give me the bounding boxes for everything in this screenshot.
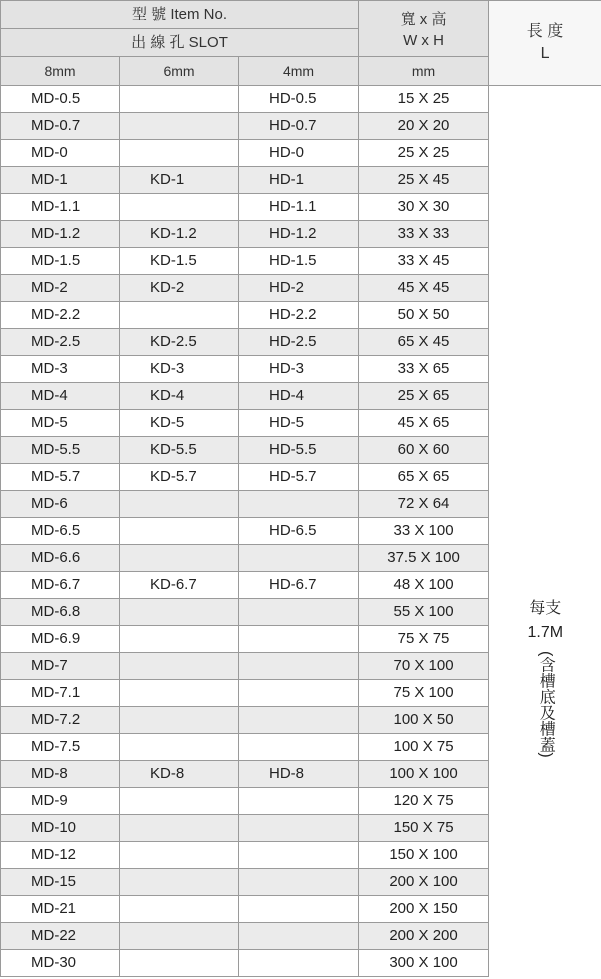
length-note-line3: (含槽底及槽蓋) — [537, 650, 555, 758]
size-cell: 30 X 30 — [359, 194, 489, 221]
size-cell: 200 X 150 — [359, 896, 489, 923]
model-4mm-cell: HD-2 — [239, 275, 359, 302]
model-8mm-cell: MD-6.7 — [1, 572, 120, 599]
size-cell: 200 X 100 — [359, 869, 489, 896]
model-8mm-cell: MD-7.5 — [1, 734, 120, 761]
model-6mm-cell — [120, 626, 239, 653]
model-4mm-cell: HD-6.7 — [239, 572, 359, 599]
model-4mm-cell: HD-2.5 — [239, 329, 359, 356]
model-4mm-cell: HD-1.2 — [239, 221, 359, 248]
model-6mm-cell — [120, 518, 239, 545]
model-8mm-cell: MD-5.7 — [1, 464, 120, 491]
model-8mm-cell: MD-2.2 — [1, 302, 120, 329]
size-header — [359, 1, 489, 57]
model-6mm-cell — [120, 302, 239, 329]
model-6mm-cell — [120, 140, 239, 167]
model-8mm-cell: MD-7.2 — [1, 707, 120, 734]
model-8mm-cell: MD-0.7 — [1, 113, 120, 140]
model-4mm-cell — [239, 653, 359, 680]
model-8mm-cell: MD-22 — [1, 923, 120, 950]
col-8mm-header: 8mm — [1, 57, 120, 86]
size-cell: 120 X 75 — [359, 788, 489, 815]
model-6mm-cell — [120, 86, 239, 113]
size-cell: 15 X 25 — [359, 86, 489, 113]
model-4mm-cell: HD-8 — [239, 761, 359, 788]
size-cell: 150 X 75 — [359, 815, 489, 842]
model-4mm-cell — [239, 842, 359, 869]
size-cell: 20 X 20 — [359, 113, 489, 140]
model-4mm-cell: HD-0.5 — [239, 86, 359, 113]
model-4mm-cell — [239, 950, 359, 977]
model-6mm-cell — [120, 707, 239, 734]
model-4mm-cell — [239, 626, 359, 653]
model-8mm-cell: MD-0.5 — [1, 86, 120, 113]
model-4mm-cell — [239, 599, 359, 626]
model-6mm-cell — [120, 815, 239, 842]
model-6mm-cell — [120, 869, 239, 896]
model-4mm-cell — [239, 923, 359, 950]
model-8mm-cell: MD-15 — [1, 869, 120, 896]
model-8mm-cell: MD-7 — [1, 653, 120, 680]
size-cell: 48 X 100 — [359, 572, 489, 599]
model-6mm-cell: KD-1.5 — [120, 248, 239, 275]
size-cell: 37.5 X 100 — [359, 545, 489, 572]
table-row — [1, 86, 601, 113]
model-4mm-cell — [239, 788, 359, 815]
model-4mm-cell: HD-0 — [239, 140, 359, 167]
model-4mm-cell: HD-5 — [239, 410, 359, 437]
size-cell: 33 X 33 — [359, 221, 489, 248]
size-cell: 75 X 100 — [359, 680, 489, 707]
size-cell: 100 X 50 — [359, 707, 489, 734]
model-6mm-cell — [120, 950, 239, 977]
model-6mm-cell — [120, 194, 239, 221]
model-8mm-cell: MD-1.5 — [1, 248, 120, 275]
model-8mm-cell: MD-9 — [1, 788, 120, 815]
slot-header: 出 線 孔 SLOT — [1, 29, 359, 57]
model-8mm-cell: MD-8 — [1, 761, 120, 788]
size-cell: 25 X 45 — [359, 167, 489, 194]
model-4mm-cell — [239, 815, 359, 842]
model-8mm-cell: MD-1.2 — [1, 221, 120, 248]
size-header-line1: 寬 x 高 — [400, 10, 447, 28]
model-8mm-cell: MD-6.6 — [1, 545, 120, 572]
length-header — [489, 1, 601, 86]
size-cell: 33 X 45 — [359, 248, 489, 275]
size-cell: 150 X 100 — [359, 842, 489, 869]
model-4mm-cell — [239, 545, 359, 572]
model-8mm-cell: MD-5.5 — [1, 437, 120, 464]
model-6mm-cell — [120, 545, 239, 572]
size-cell: 25 X 25 — [359, 140, 489, 167]
model-6mm-cell — [120, 923, 239, 950]
table-body — [1, 86, 601, 977]
model-4mm-cell — [239, 707, 359, 734]
model-8mm-cell: MD-6.8 — [1, 599, 120, 626]
model-6mm-cell — [120, 653, 239, 680]
model-4mm-cell — [239, 896, 359, 923]
size-cell: 100 X 75 — [359, 734, 489, 761]
model-6mm-cell — [120, 680, 239, 707]
model-4mm-cell: HD-1 — [239, 167, 359, 194]
col-unit-header: mm — [359, 57, 489, 86]
model-6mm-cell: KD-1 — [120, 167, 239, 194]
model-6mm-cell: KD-2 — [120, 275, 239, 302]
model-6mm-cell — [120, 113, 239, 140]
model-8mm-cell: MD-10 — [1, 815, 120, 842]
model-4mm-cell: HD-6.5 — [239, 518, 359, 545]
size-header-line2: W x H — [403, 31, 444, 49]
size-cell: 55 X 100 — [359, 599, 489, 626]
model-4mm-cell: HD-5.5 — [239, 437, 359, 464]
model-6mm-cell — [120, 896, 239, 923]
model-6mm-cell: KD-8 — [120, 761, 239, 788]
model-8mm-cell: MD-1.1 — [1, 194, 120, 221]
model-4mm-cell — [239, 680, 359, 707]
col-6mm-header: 6mm — [120, 57, 239, 86]
model-6mm-cell: KD-3 — [120, 356, 239, 383]
model-8mm-cell: MD-5 — [1, 410, 120, 437]
length-note-line2: 1.7M — [527, 623, 564, 641]
model-6mm-cell: KD-4 — [120, 383, 239, 410]
model-4mm-cell: HD-5.7 — [239, 464, 359, 491]
length-header-line2: L — [540, 45, 550, 62]
model-4mm-cell: HD-3 — [239, 356, 359, 383]
model-8mm-cell: MD-3 — [1, 356, 120, 383]
model-8mm-cell: MD-4 — [1, 383, 120, 410]
length-note-cell — [489, 86, 601, 977]
item-no-header: 型 號 Item No. — [1, 1, 359, 29]
length-note-line1: 每支 — [529, 599, 562, 617]
size-cell: 50 X 50 — [359, 302, 489, 329]
col-4mm-header: 4mm — [239, 57, 359, 86]
model-6mm-cell — [120, 788, 239, 815]
model-4mm-cell — [239, 734, 359, 761]
model-4mm-cell — [239, 869, 359, 896]
model-4mm-cell: HD-1.5 — [239, 248, 359, 275]
model-8mm-cell: MD-6.5 — [1, 518, 120, 545]
model-6mm-cell: KD-2.5 — [120, 329, 239, 356]
size-cell: 45 X 65 — [359, 410, 489, 437]
model-4mm-cell: HD-2.2 — [239, 302, 359, 329]
model-8mm-cell: MD-1 — [1, 167, 120, 194]
model-6mm-cell: KD-6.7 — [120, 572, 239, 599]
model-8mm-cell: MD-0 — [1, 140, 120, 167]
model-6mm-cell — [120, 599, 239, 626]
model-8mm-cell: MD-7.1 — [1, 680, 120, 707]
model-6mm-cell — [120, 734, 239, 761]
size-cell: 60 X 60 — [359, 437, 489, 464]
size-cell: 65 X 45 — [359, 329, 489, 356]
size-cell: 300 X 100 — [359, 950, 489, 977]
model-4mm-cell: HD-4 — [239, 383, 359, 410]
model-8mm-cell: MD-2 — [1, 275, 120, 302]
size-cell: 25 X 65 — [359, 383, 489, 410]
model-4mm-cell: HD-0.7 — [239, 113, 359, 140]
model-6mm-cell: KD-5.5 — [120, 437, 239, 464]
size-cell: 75 X 75 — [359, 626, 489, 653]
model-8mm-cell: MD-21 — [1, 896, 120, 923]
size-cell: 33 X 100 — [359, 518, 489, 545]
model-8mm-cell: MD-12 — [1, 842, 120, 869]
model-6mm-cell: KD-5.7 — [120, 464, 239, 491]
model-6mm-cell — [120, 491, 239, 518]
length-header-line1: 長 度 — [526, 23, 564, 40]
size-cell: 100 X 100 — [359, 761, 489, 788]
size-cell: 72 X 64 — [359, 491, 489, 518]
model-4mm-cell: HD-1.1 — [239, 194, 359, 221]
size-cell: 200 X 200 — [359, 923, 489, 950]
model-8mm-cell: MD-6 — [1, 491, 120, 518]
model-6mm-cell: KD-5 — [120, 410, 239, 437]
model-8mm-cell: MD-2.5 — [1, 329, 120, 356]
size-cell: 33 X 65 — [359, 356, 489, 383]
model-6mm-cell — [120, 842, 239, 869]
model-8mm-cell: MD-6.9 — [1, 626, 120, 653]
size-cell: 65 X 65 — [359, 464, 489, 491]
model-4mm-cell — [239, 491, 359, 518]
model-6mm-cell: KD-1.2 — [120, 221, 239, 248]
size-cell: 70 X 100 — [359, 653, 489, 680]
model-8mm-cell: MD-30 — [1, 950, 120, 977]
size-cell: 45 X 45 — [359, 275, 489, 302]
